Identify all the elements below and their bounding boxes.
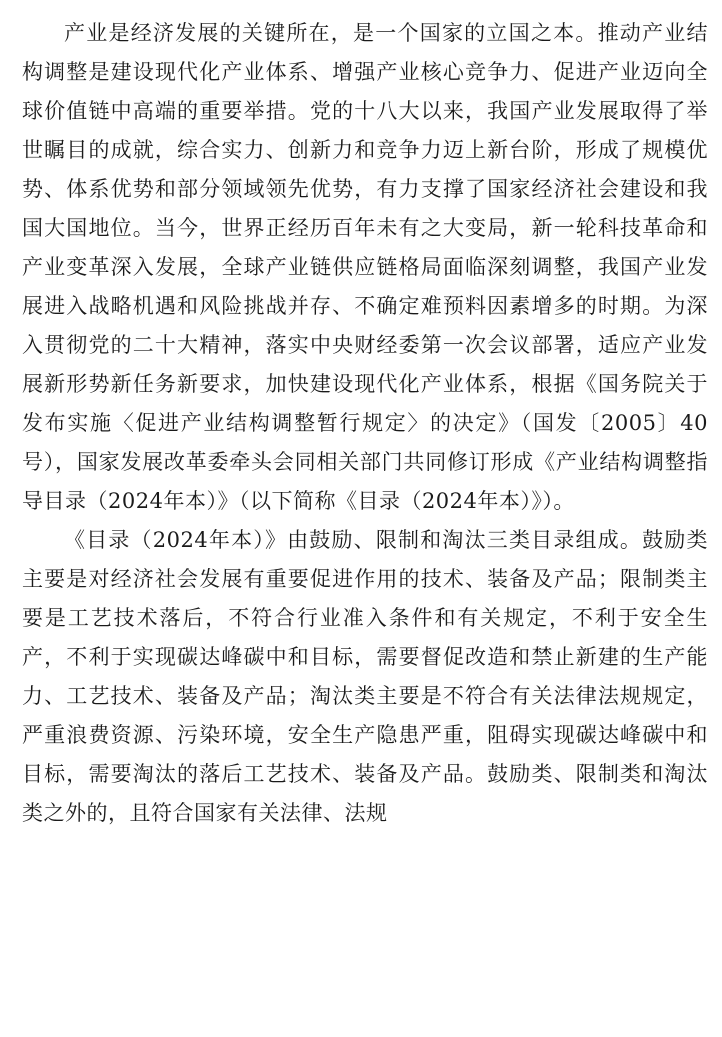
document-body — [22, 14, 708, 833]
paragraph-catalog-composition: 《目录（2024年本）》由鼓励、限制和淘汰三类目录组成。鼓励类主要是对经济社会发展有重要促进作用的技术、装备及产品；限制类主要是工艺技术落后，不符合行业准入条件和有关规定，不利于安全生产，不利于实现碳达峰碳中和目标，需要督促改造和禁止新建的生产能力、工艺技术、装备及产品；淘汰类主要是不符合有关法律法规规定，严重浪费资源、污染环境，安全生产隐患严重，阻碍实现碳达峰碳中和目标，需要淘汰的落后工艺技术、装备及产品。鼓励类、限制类和淘汰类之外的，且符合国家有关法律、法规 — [22, 528, 708, 825]
paragraph-intro: 产业是经济发展的关键所在，是一个国家的立国之本。推动产业结构调整是建设现代化产业体系、增强产业核心竞争力、促进产业迈向全球价值链中高端的重要举措。党的十八大以来，我国产业发展取得了举世瞩目的成就，综合实力、创新力和竞争力迈上新台阶，形成了规模优势、体系优势和部分领域领先优势，有力支撑了国家经济社会建设和我国大国地位。当今，世界正经历百年未有之大变局，新一轮科技革命和产业变革深入发展，全球产业链供应链格局面临深刻调整，我国产业发展进入战略机遇和风险挑战并存、不确定难预料因素增多的时期。为深入贯彻党的二十大精神，落实中央财经委第一次会议部署，适应产业发展新形势新任务新要求，加快建设现代化产业体系，根据《国务院关于发布实施〈促进产业结构调整暂行规定〉的决定》（国发〔2005〕40号），国家发展改革委牵头会同相关部门共同修订形成《产业结构调整指导目录（2024年本）》（以下简称《目录（2024年本）》）。 — [22, 21, 708, 513]
